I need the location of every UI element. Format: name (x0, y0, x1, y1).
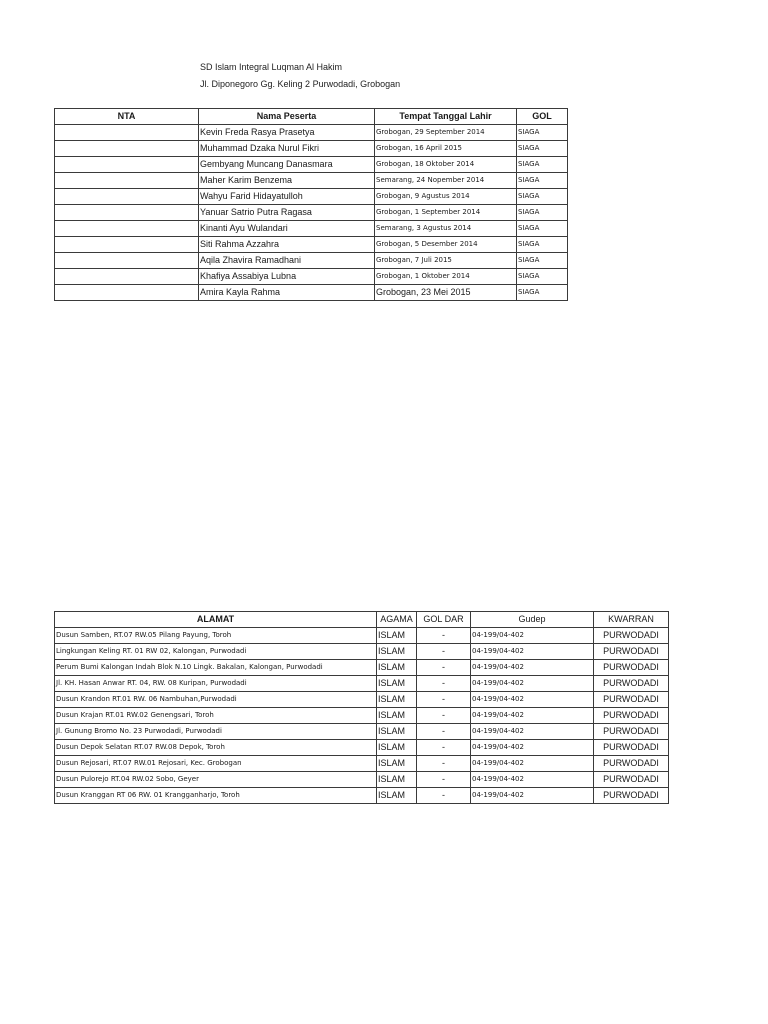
alamat-cell: Dusun Samben, RT.07 RW.05 Pilang Payung, Toroh (55, 628, 377, 644)
agama-cell: ISLAM (377, 756, 417, 772)
participant-table-header (55, 109, 568, 125)
kwarran-cell: PURWODADI (594, 756, 669, 772)
alamat-cell: Dusun Pulorejo RT.04 RW.02 Sobo, Geyer (55, 772, 377, 788)
table-row (55, 157, 568, 173)
gol-dar-cell: - (417, 756, 471, 772)
alamat-cell: Dusun Rejosari, RT.07 RW.01 Rejosari, Kec. Grobogan (55, 756, 377, 772)
col-header-gol-dar: GOL DAR (417, 612, 471, 628)
gol-cell: SIAGA (517, 221, 568, 237)
kwarran-cell: PURWODADI (594, 788, 669, 804)
agama-cell: ISLAM (377, 708, 417, 724)
col-header-gudep: Gudep (471, 612, 594, 628)
tempat-tanggal-lahir-cell: Grobogan, 7 Juli 2015 (375, 253, 517, 269)
nta-cell (55, 221, 199, 237)
alamat-cell: Dusun Krajan RT.01 RW.02 Genengsari, Toroh (55, 708, 377, 724)
gudep-cell: 04-199/04-402 (471, 724, 594, 740)
gol-dar-cell: - (417, 772, 471, 788)
gol-cell: SIAGA (517, 141, 568, 157)
col-header-kwarran: KWARRAN (594, 612, 669, 628)
tempat-tanggal-lahir-cell: Grobogan, 1 September 2014 (375, 205, 517, 221)
table-row (55, 692, 669, 708)
alamat-cell: Jl. Gunung Bromo No. 23 Purwodadi, Purwodadi (55, 724, 377, 740)
table-row (55, 660, 669, 676)
school-address: Jl. Diponegoro Gg. Keling 2 Purwodadi, Grobogan (200, 79, 401, 89)
school-name: SD Islam Integral Luqman Al Hakim (200, 62, 343, 72)
nta-cell (55, 157, 199, 173)
gudep-cell: 04-199/04-402 (471, 644, 594, 660)
nama-peserta-cell: Aqila Zhavira Ramadhani (199, 253, 375, 269)
address-table (54, 611, 669, 804)
agama-cell: ISLAM (377, 660, 417, 676)
nama-peserta-cell: Kevin Freda Rasya Prasetya (199, 125, 375, 141)
gol-cell: SIAGA (517, 205, 568, 221)
alamat-cell: Dusun Krandon RT.01 RW. 06 Nambuhan,Purwodadi (55, 692, 377, 708)
nama-peserta-cell: Siti Rahma Azzahra (199, 237, 375, 253)
nta-cell (55, 125, 199, 141)
col-header-nama-peserta: Nama Peserta (199, 109, 375, 125)
tempat-tanggal-lahir-cell: Grobogan, 23 Mei 2015 (375, 285, 517, 301)
tempat-tanggal-lahir-cell: Grobogan, 29 September 2014 (375, 125, 517, 141)
nta-cell (55, 253, 199, 269)
kwarran-cell: PURWODADI (594, 644, 669, 660)
gudep-cell: 04-199/04-402 (471, 740, 594, 756)
nta-cell (55, 205, 199, 221)
gol-dar-cell: - (417, 708, 471, 724)
tempat-tanggal-lahir-cell: Semarang, 3 Agustus 2014 (375, 221, 517, 237)
kwarran-cell: PURWODADI (594, 772, 669, 788)
gol-dar-cell: - (417, 628, 471, 644)
agama-cell: ISLAM (377, 692, 417, 708)
gudep-cell: 04-199/04-402 (471, 772, 594, 788)
tempat-tanggal-lahir-cell: Grobogan, 16 April 2015 (375, 141, 517, 157)
kwarran-cell: PURWODADI (594, 660, 669, 676)
gol-dar-cell: - (417, 724, 471, 740)
gol-cell: SIAGA (517, 269, 568, 285)
gol-cell: SIAGA (517, 285, 568, 301)
table-row (55, 173, 568, 189)
alamat-cell: Lingkungan Keling RT. 01 RW 02, Kalongan, Purwodadi (55, 644, 377, 660)
gol-cell: SIAGA (517, 189, 568, 205)
gol-cell: SIAGA (517, 237, 568, 253)
nta-cell (55, 269, 199, 285)
nta-cell (55, 141, 199, 157)
nama-peserta-cell: Gembyang Muncang Danasmara (199, 157, 375, 173)
alamat-cell: Jl. KH. Hasan Anwar RT. 04, RW. 08 Kuripan, Purwodadi (55, 676, 377, 692)
table-row (55, 253, 568, 269)
table-row (55, 237, 568, 253)
kwarran-cell: PURWODADI (594, 708, 669, 724)
tempat-tanggal-lahir-cell: Grobogan, 9 Agustus 2014 (375, 189, 517, 205)
agama-cell: ISLAM (377, 740, 417, 756)
table-row (55, 189, 568, 205)
table-row (55, 740, 669, 756)
kwarran-cell: PURWODADI (594, 740, 669, 756)
gudep-cell: 04-199/04-402 (471, 692, 594, 708)
table-row (55, 221, 568, 237)
col-header-gol: GOL (517, 109, 568, 125)
kwarran-cell: PURWODADI (594, 628, 669, 644)
table-row (55, 628, 669, 644)
col-header-agama: AGAMA (377, 612, 417, 628)
nama-peserta-cell: Maher Karim Benzema (199, 173, 375, 189)
gol-dar-cell: - (417, 740, 471, 756)
nama-peserta-cell: Kinanti Ayu Wulandari (199, 221, 375, 237)
tempat-tanggal-lahir-cell: Semarang, 24 Nopember 2014 (375, 173, 517, 189)
tempat-tanggal-lahir-cell: Grobogan, 5 Desember 2014 (375, 237, 517, 253)
nama-peserta-cell: Khafiya Assabiya Lubna (199, 269, 375, 285)
col-header-alamat: ALAMAT (55, 612, 377, 628)
kwarran-cell: PURWODADI (594, 724, 669, 740)
kwarran-cell: PURWODADI (594, 692, 669, 708)
nama-peserta-cell: Yanuar Satrio Putra Ragasa (199, 205, 375, 221)
gol-dar-cell: - (417, 676, 471, 692)
agama-cell: ISLAM (377, 676, 417, 692)
table-row (55, 788, 669, 804)
table-row (55, 708, 669, 724)
nama-peserta-cell: Amira Kayla Rahma (199, 285, 375, 301)
table-row (55, 676, 669, 692)
alamat-cell: Dusun Depok Selatan RT.07 RW.08 Depok, Toroh (55, 740, 377, 756)
agama-cell: ISLAM (377, 644, 417, 660)
table-row (55, 285, 568, 301)
gudep-cell: 04-199/04-402 (471, 756, 594, 772)
gol-cell: SIAGA (517, 125, 568, 141)
table-row (55, 205, 568, 221)
gol-cell: SIAGA (517, 253, 568, 269)
agama-cell: ISLAM (377, 772, 417, 788)
nta-cell (55, 237, 199, 253)
gudep-cell: 04-199/04-402 (471, 676, 594, 692)
agama-cell: ISLAM (377, 628, 417, 644)
table-row (55, 756, 669, 772)
gudep-cell: 04-199/04-402 (471, 708, 594, 724)
nta-cell (55, 173, 199, 189)
gudep-cell: 04-199/04-402 (471, 628, 594, 644)
tempat-tanggal-lahir-cell: Grobogan, 18 Oktober 2014 (375, 157, 517, 173)
nta-cell (55, 189, 199, 205)
table-row (55, 141, 568, 157)
col-header-nta: NTA (55, 109, 199, 125)
alamat-cell: Perum Bumi Kalongan Indah Blok N.10 Lingk. Bakalan, Kalongan, Purwodadi (55, 660, 377, 676)
table-row (55, 269, 568, 285)
gol-dar-cell: - (417, 644, 471, 660)
agama-cell: ISLAM (377, 724, 417, 740)
col-header-tempat-tanggal-lahir: Tempat Tanggal Lahir (375, 109, 517, 125)
table-row (55, 125, 568, 141)
gudep-cell: 04-199/04-402 (471, 660, 594, 676)
table-row (55, 772, 669, 788)
tempat-tanggal-lahir-cell: Grobogan, 1 Oktober 2014 (375, 269, 517, 285)
nama-peserta-cell: Muhammad Dzaka Nurul Fikri (199, 141, 375, 157)
nama-peserta-cell: Wahyu Farid Hidayatulloh (199, 189, 375, 205)
gol-dar-cell: - (417, 788, 471, 804)
nta-cell (55, 285, 199, 301)
address-table-header (55, 612, 669, 628)
gol-cell: SIAGA (517, 173, 568, 189)
table-row (55, 724, 669, 740)
participant-table (54, 108, 568, 301)
gol-dar-cell: - (417, 660, 471, 676)
gol-dar-cell: - (417, 692, 471, 708)
gol-cell: SIAGA (517, 157, 568, 173)
agama-cell: ISLAM (377, 788, 417, 804)
table-row (55, 644, 669, 660)
gudep-cell: 04-199/04-402 (471, 788, 594, 804)
kwarran-cell: PURWODADI (594, 676, 669, 692)
alamat-cell: Dusun Kranggan RT 06 RW. 01 Krangganharjo, Toroh (55, 788, 377, 804)
